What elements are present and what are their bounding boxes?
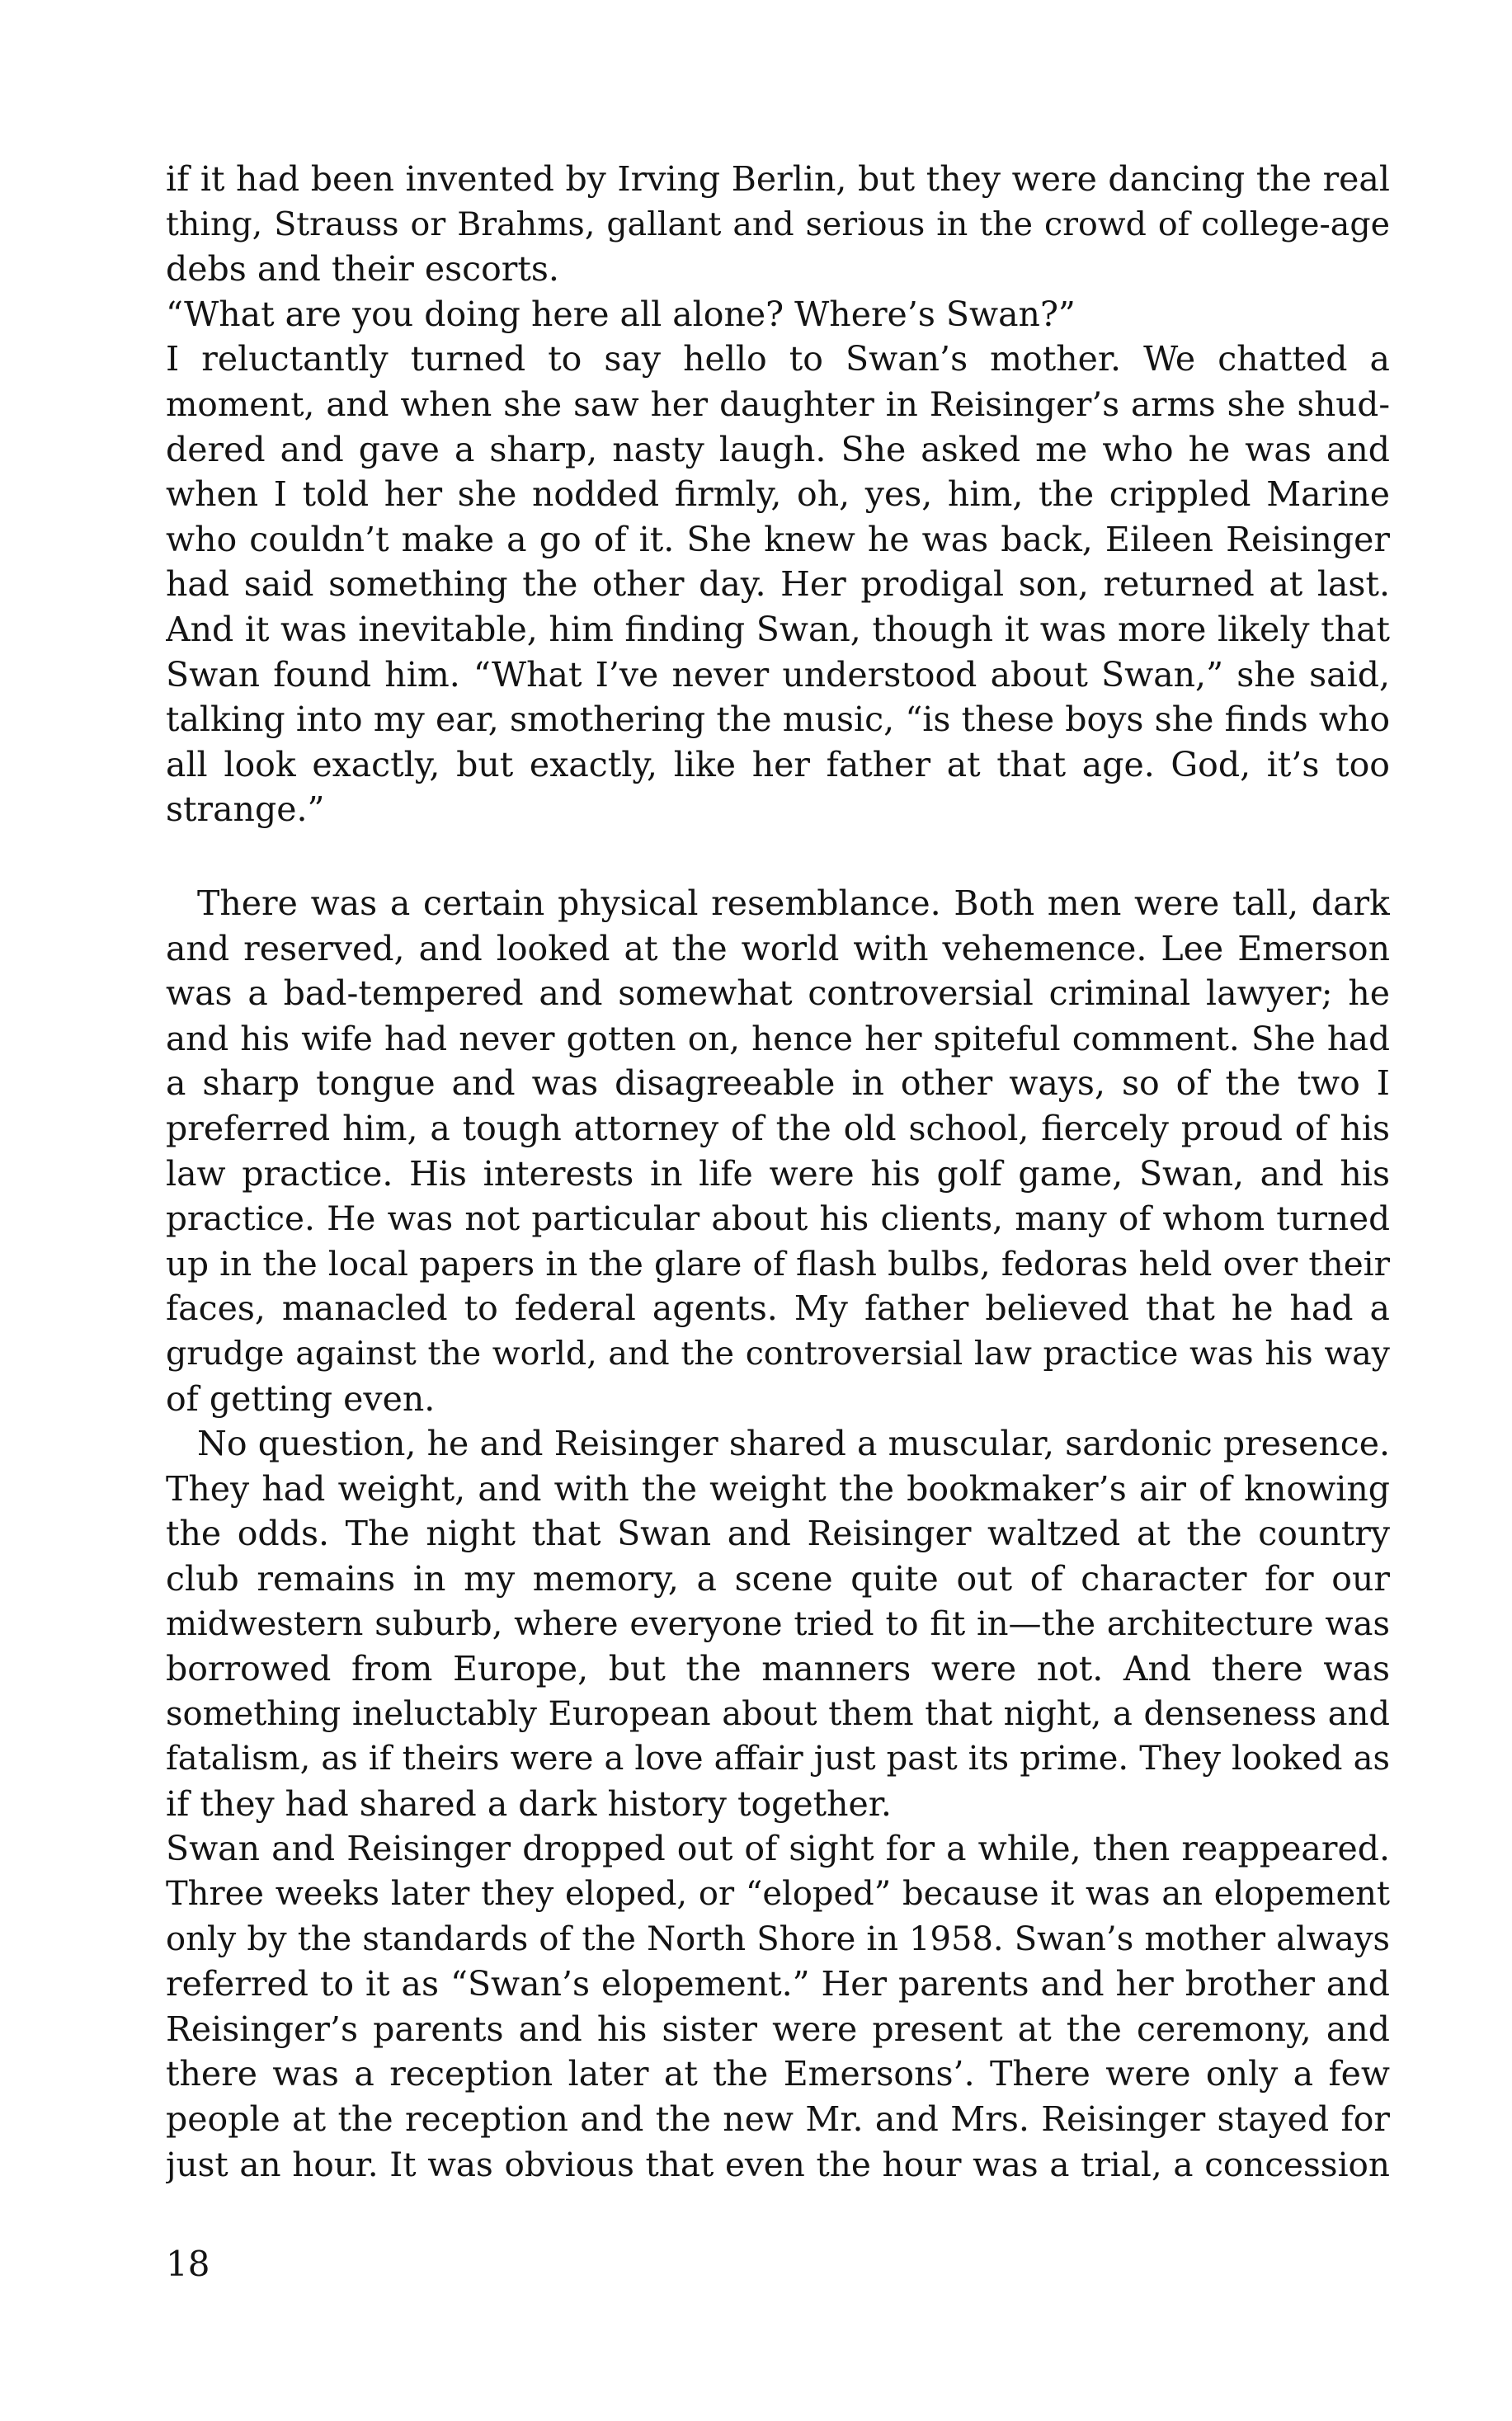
text-line: and reserved, and looked at the world with vehemence. Lee Emerson xyxy=(166,928,1390,968)
text-line: No question, he and Reisinger shared a muscular, sardonic presence. xyxy=(197,1424,1390,1464)
text-line: grudge against the world, and the controversial law practice was his way xyxy=(166,1334,1390,1373)
text-line: when I told her she nodded firmly, oh, yes, him, the crippled Marine xyxy=(166,474,1390,515)
text-line: thing, Strauss or Brahms, gallant and serious in the crowd of college-age xyxy=(166,205,1390,243)
text-block-upper xyxy=(166,157,1390,832)
text-line: talking into my ear, smothering the music, “is these boys she finds who xyxy=(166,699,1390,740)
text-line: Reisinger’s parents and his sister were present at the ceremony, and xyxy=(166,2009,1390,2049)
text-line: who couldn’t make a go of it. She knew he was back, Eileen Reisinger xyxy=(166,519,1390,559)
text-line: dered and gave a sharp, nasty laugh. She asked me who he was and xyxy=(166,429,1390,469)
text-line: They had weight, and with the weight the bookmaker’s air of knowing xyxy=(166,1468,1390,1509)
text-line: club remains in my memory, a scene quite out of character for our xyxy=(166,1558,1390,1599)
text-line: debs and their escorts. xyxy=(166,249,559,290)
text-line: if they had shared a dark history together. xyxy=(166,1783,892,1824)
text-line: and his wife had never gotten on, hence her spiteful comment. She had xyxy=(166,1018,1390,1058)
text-line: Three weeks later they eloped, or “eloped” because it was an elopement xyxy=(166,1875,1390,1914)
text-line: practice. He was not particular about his clients, many of whom turned xyxy=(166,1199,1390,1239)
text-line: I reluctantly turned to say hello to Swan’s mother. We chatted a xyxy=(166,339,1390,379)
text-line: fatalism, as if theirs were a love affair just past its prime. They looked as xyxy=(166,1740,1390,1778)
text-line: just an hour. It was obvious that even the hour was a trial, a concession xyxy=(166,2144,1390,2184)
text-line: of getting even. xyxy=(166,1378,436,1419)
text-line: faces, manacled to federal agents. My father believed that he had a xyxy=(166,1288,1390,1329)
text-line: there was a reception later at the Emersons’. There were only a few xyxy=(166,2054,1390,2094)
text-line: Swan found him. “What I’ve never understood about Swan,” she said, xyxy=(166,654,1390,695)
text-line: only by the standards of the North Shore in 1958. Swan’s mother always xyxy=(166,1919,1390,1958)
text-line: had said something the other day. Her prodigal son, returned at last. xyxy=(166,564,1390,605)
text-line: if it had been invented by Irving Berlin, but they were dancing the real xyxy=(166,159,1390,199)
text-line: Swan and Reisinger dropped out of sight for a while, then reappeared. xyxy=(166,1829,1390,1869)
text-line: something ineluctably European about them that night, a denseness and xyxy=(166,1694,1390,1733)
text-line: the odds. The night that Swan and Reisinger waltzed at the country xyxy=(166,1514,1390,1554)
text-line: moment, and when she saw her daughter in Reisinger’s arms she shud- xyxy=(166,384,1390,424)
text-line: law practice. His interests in life were his golf game, Swan, and his xyxy=(166,1153,1390,1194)
text-line: strange.” xyxy=(166,789,325,830)
text-line: was a bad-tempered and somewhat controversial criminal lawyer; he xyxy=(166,973,1390,1014)
text-line: people at the reception and the new Mr. and Mrs. Reisinger stayed for xyxy=(166,2099,1390,2140)
text-line: all look exactly, but exactly, like her father at that age. God, it’s too xyxy=(166,744,1390,784)
text-line: referred to it as “Swan’s elopement.” Her parents and her brother and xyxy=(166,1964,1390,2004)
text-line: midwestern suburb, where everyone tried to fit in—the architecture was xyxy=(166,1604,1390,1643)
text-line: preferred him, a tough attorney of the old school, fiercely proud of his xyxy=(166,1108,1390,1148)
text-block-lower xyxy=(166,881,1390,2187)
text-line: a sharp tongue and was disagreeable in other ways, so of the two I xyxy=(166,1063,1390,1104)
text-line: borrowed from Europe, but the manners were not. And there was xyxy=(166,1649,1390,1689)
text-line: And it was inevitable, him finding Swan, though it was more likely that xyxy=(166,609,1390,649)
text-line: “What are you doing here all alone? Where’s Swan?” xyxy=(166,294,1076,334)
page-number: 18 xyxy=(166,2244,210,2284)
text-line: up in the local papers in the glare of flash bulbs, fedoras held over their xyxy=(166,1243,1390,1284)
text-line: There was a certain physical resemblance. Both men were tall, dark xyxy=(197,883,1390,923)
